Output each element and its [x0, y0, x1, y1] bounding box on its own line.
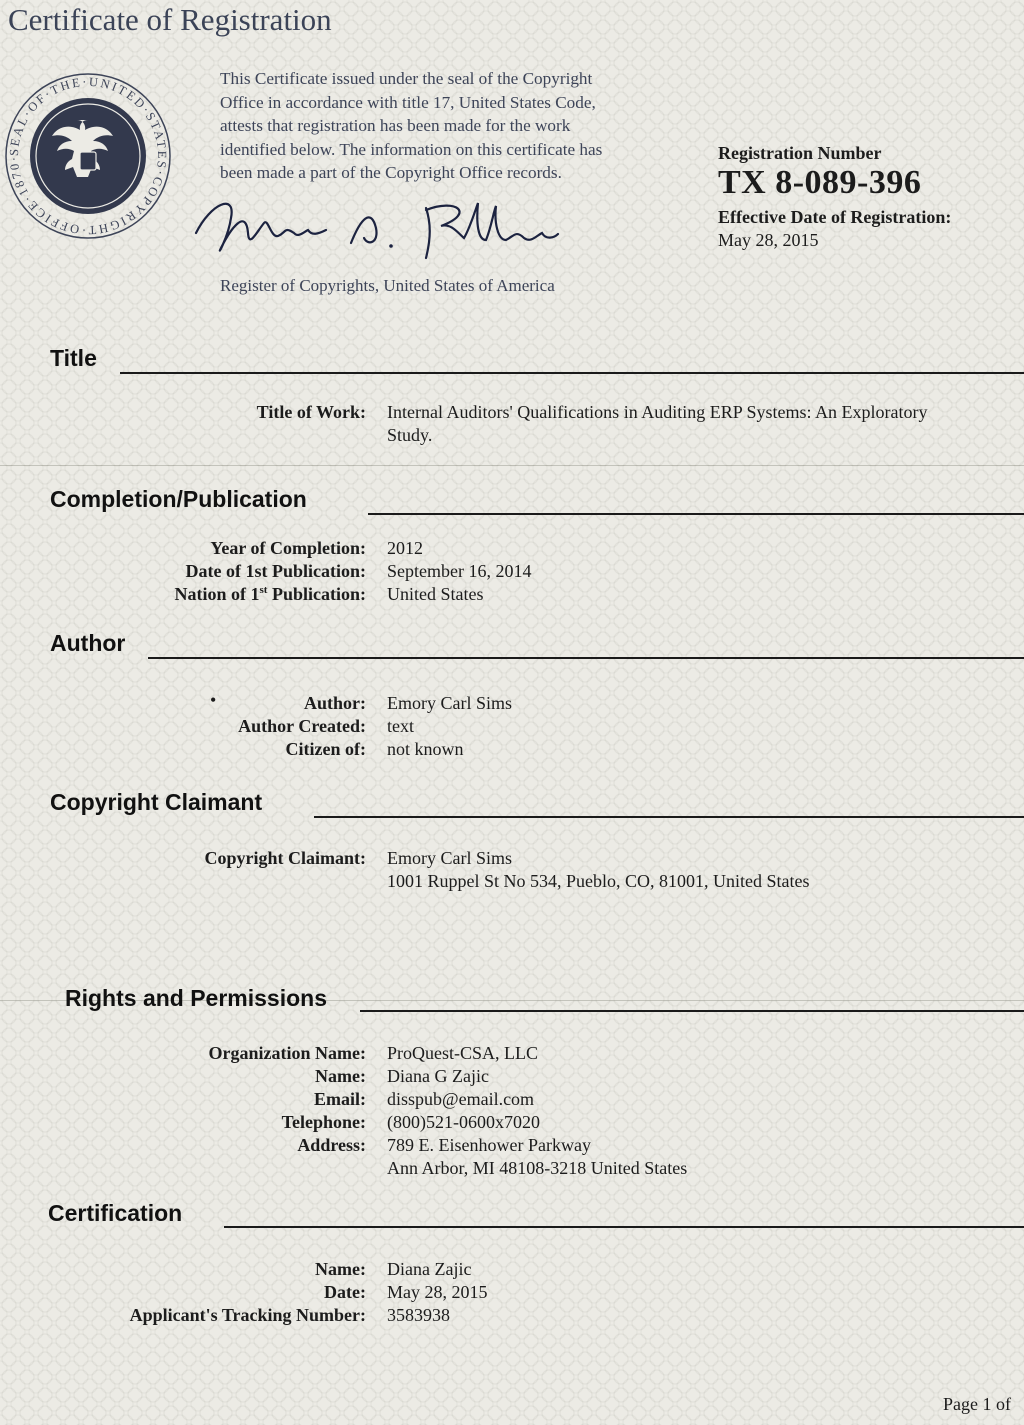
effective-date-label: Effective Date of Registration: [718, 207, 952, 227]
rights-name: Diana G Zajic [387, 1066, 489, 1086]
telephone-label: Telephone: [281, 1112, 366, 1132]
copyright-office-seal [0, 68, 176, 244]
signature [186, 188, 566, 268]
certification-name-label: Name: [315, 1259, 366, 1279]
section-divider [224, 1226, 1024, 1228]
tracking-number-label: Applicant's Tracking Number: [129, 1305, 366, 1325]
register-of-copyrights: Register of Copyrights, United States of America [220, 276, 555, 295]
first-publication-label: Date of 1st Publication: [185, 561, 366, 581]
address-label: Address: [297, 1135, 366, 1155]
year-of-completion: 2012 [387, 538, 423, 558]
author-created: text [387, 716, 414, 736]
registration-number-label: Registration Number [718, 143, 882, 163]
title-of-work-line1: Internal Auditors' Qualifications in Auditing ERP Systems: An Exploratory [387, 402, 928, 422]
section-certification-heading: Certification [48, 1200, 183, 1226]
paper-fold [0, 465, 1024, 466]
certification-name: Diana Zajic [387, 1259, 472, 1279]
author-created-label: Author Created: [238, 716, 366, 736]
telephone: (800)521-0600x7020 [387, 1112, 540, 1132]
email: disspub@email.com [387, 1089, 535, 1109]
nation-of-publication-label: Nation of 1st Publication: [174, 584, 366, 604]
copyright-claimant-label: Copyright Claimant: [204, 848, 366, 868]
section-author-heading: Author [50, 630, 126, 656]
organization-name: ProQuest-CSA, LLC [387, 1043, 539, 1063]
citizen-of-label: Citizen of: [285, 739, 366, 759]
svg-text:SEAL·OF·THE·UNITED·STATES·COPY: SEAL·OF·THE·UNITED·STATES·COPYRIGHT·OFFICE·1870· [6, 74, 170, 238]
copyright-claimant-address: 1001 Ruppel St No 534, Pueblo, CO, 81001, United States [387, 871, 810, 891]
email-label: Email: [314, 1089, 366, 1109]
page-number: Page 1 of [943, 1394, 1011, 1414]
year-of-completion-label: Year of Completion: [210, 538, 366, 558]
title-of-work-label: Title of Work: [256, 402, 366, 422]
section-divider [360, 1010, 1024, 1012]
nation-of-publication: United States [387, 584, 484, 604]
author-bullet: • [210, 690, 217, 710]
section-divider [148, 657, 1024, 659]
page-title: Certificate of Registration [8, 2, 332, 37]
copyright-claimant-name: Emory Carl Sims [387, 848, 512, 868]
certification-date: May 28, 2015 [387, 1282, 488, 1302]
section-claimant-heading: Copyright Claimant [50, 789, 263, 815]
certification-date-label: Date: [324, 1282, 366, 1302]
section-divider [368, 513, 1024, 515]
author-name: Emory Carl Sims [387, 693, 512, 713]
author-label: Author: [304, 693, 366, 713]
section-divider [120, 372, 1024, 374]
rights-name-label: Name: [315, 1066, 366, 1086]
section-completion-heading: Completion/Publication [50, 486, 307, 512]
address-line1: 789 E. Eisenhower Parkway [387, 1135, 591, 1155]
intro-paragraph: This Certificate issued under the seal of the Copyright Office in accordance with title 17, United States Code, attests that registration has been made for the work identified below. The information on this certificate has been made a part of the Copyright Office records. [220, 69, 603, 183]
section-title-heading: Title [50, 345, 97, 371]
section-divider [314, 816, 1024, 818]
organization-name-label: Organization Name: [208, 1043, 366, 1063]
title-of-work-line2: Study. [387, 425, 433, 445]
tracking-number: 3583938 [387, 1305, 450, 1325]
registration-number: TX 8-089-396 [718, 164, 922, 201]
section-rights-heading: Rights and Permissions [65, 985, 328, 1011]
citizen-of: not known [387, 739, 464, 759]
address-line2: Ann Arbor, MI 48108-3218 United States [387, 1158, 688, 1178]
effective-date: May 28, 2015 [718, 230, 819, 250]
first-publication-date: September 16, 2014 [387, 561, 532, 581]
